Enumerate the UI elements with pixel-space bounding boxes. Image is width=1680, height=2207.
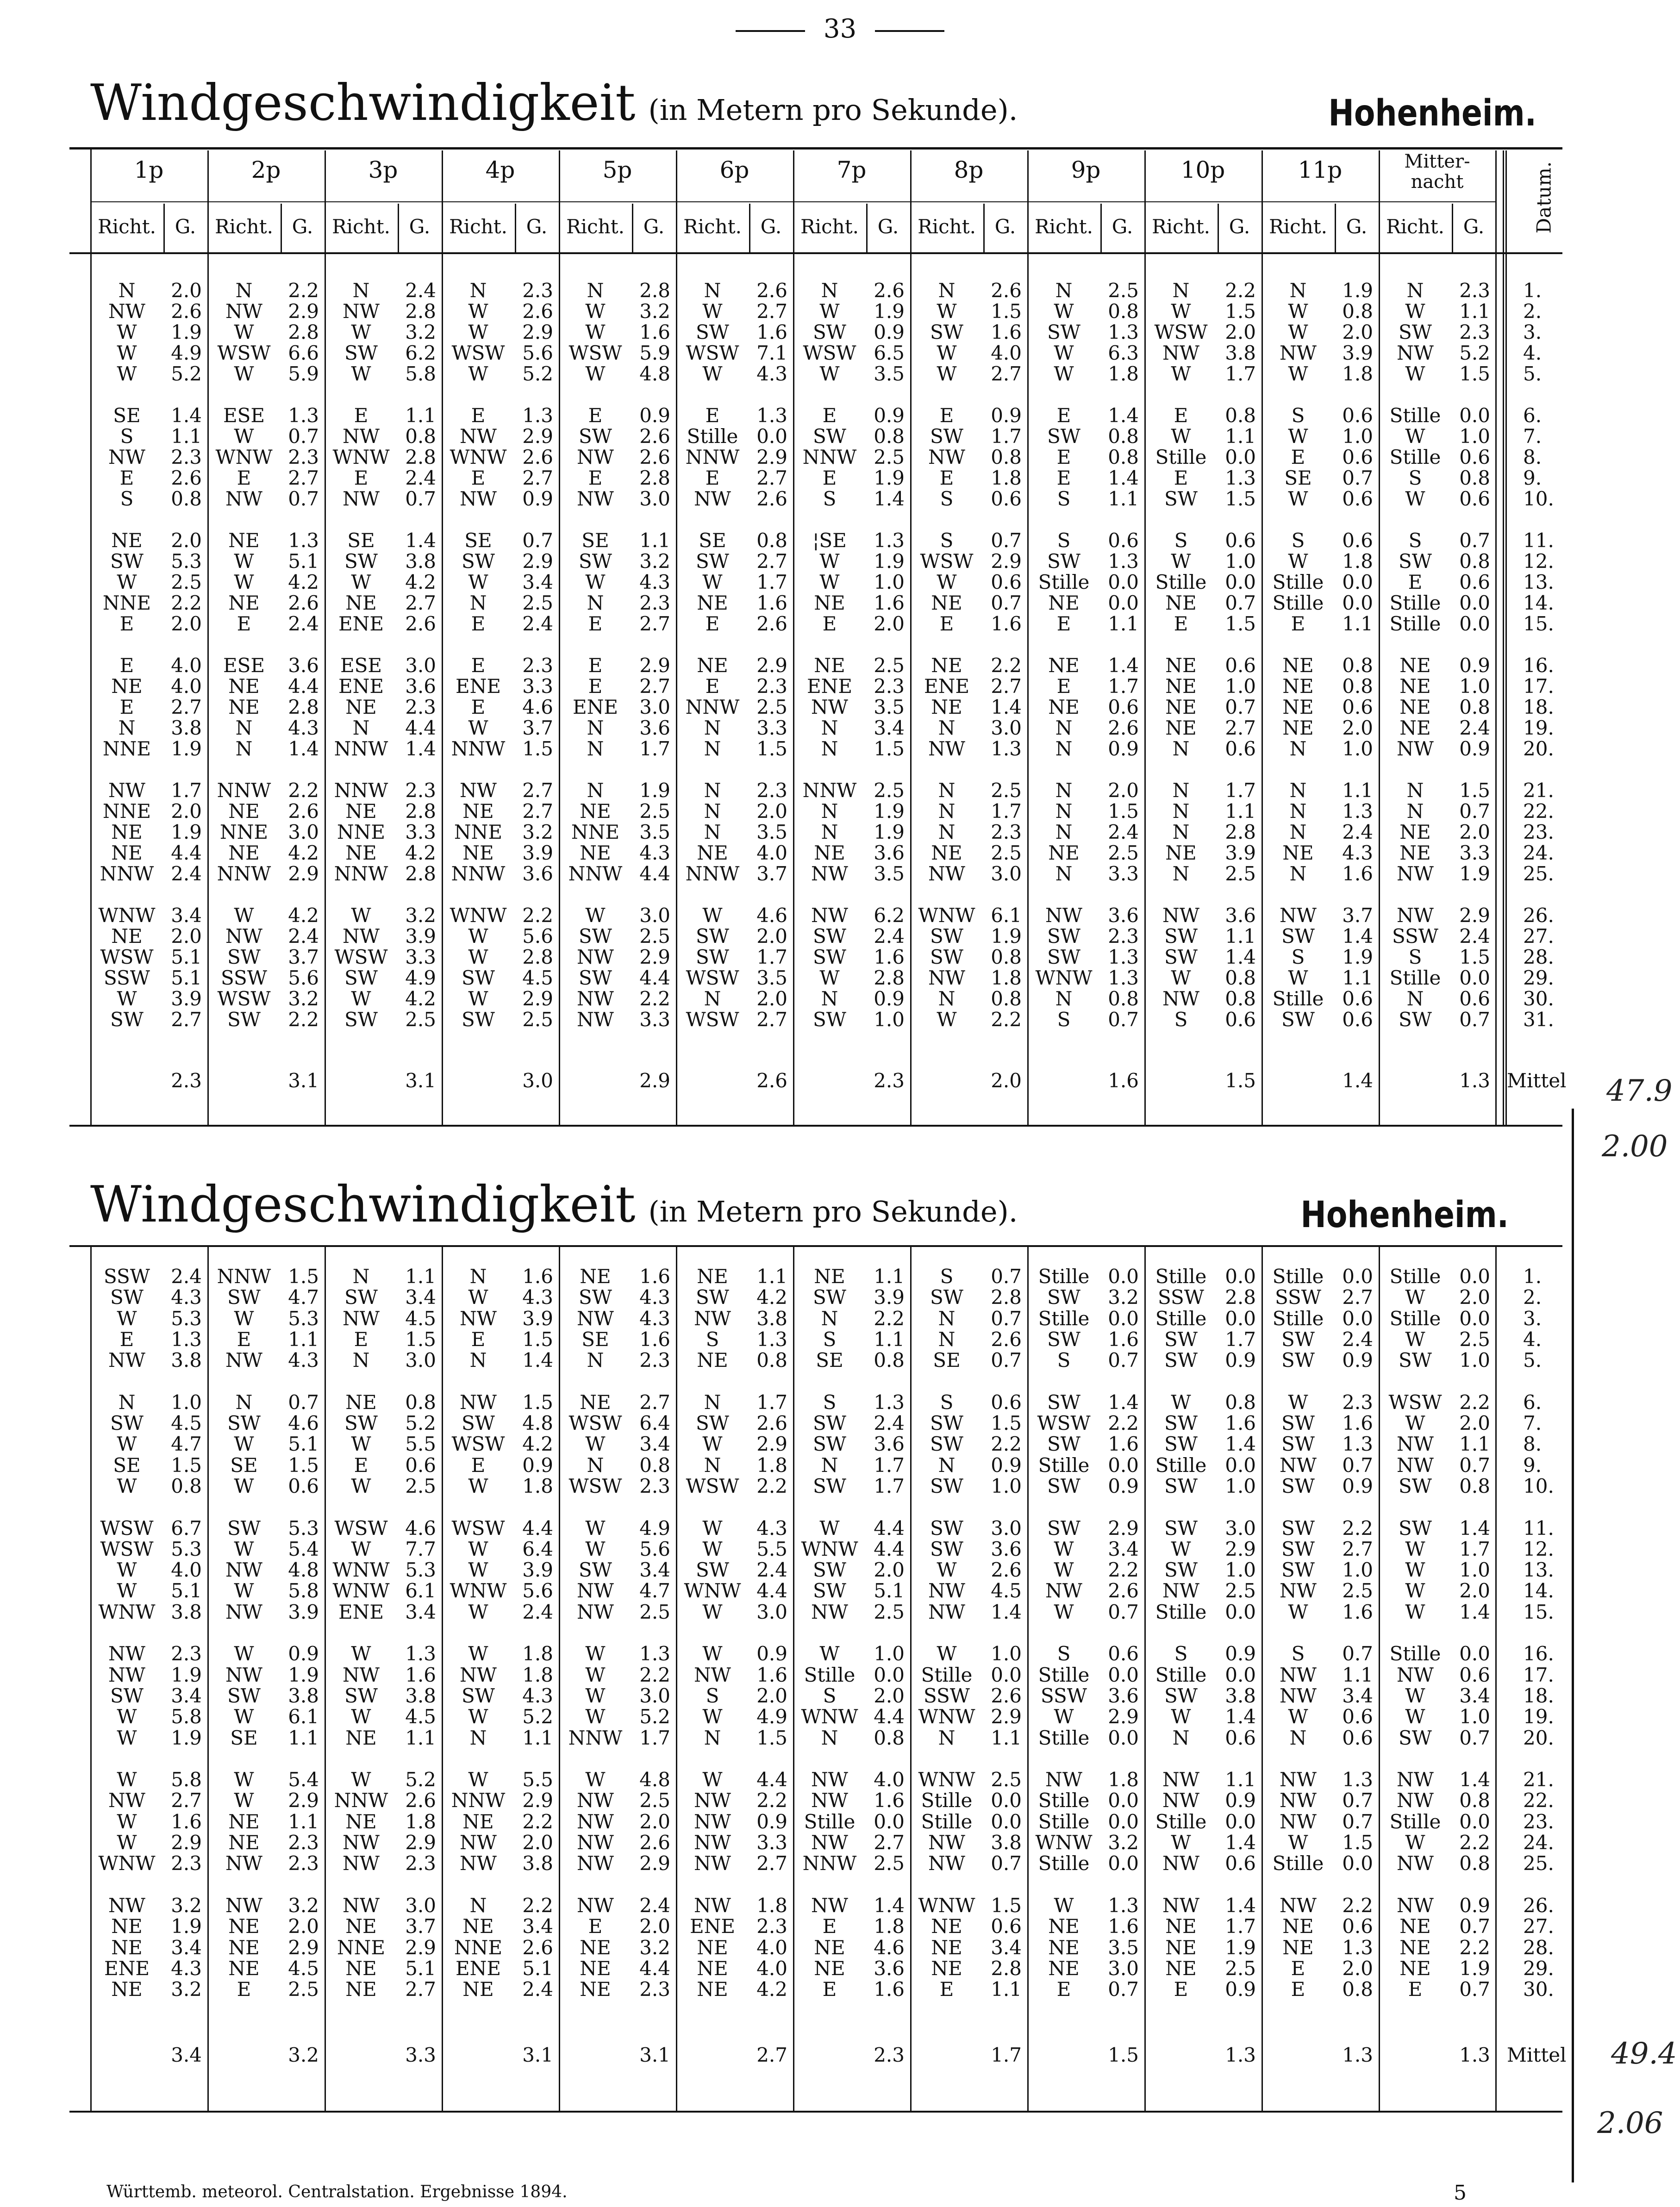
table1-header-rule — [69, 252, 1562, 254]
table1-header-midline — [1262, 201, 1379, 202]
table1-direction-column: N W SW NW W Stille W Stille S W S SW E Stille Stille NE NE NE NE NW N N NE NE NW NW SSW S Stille N SW — [1389, 279, 1441, 1031]
table1-mean-value: 2.0 — [991, 1069, 1022, 1092]
table2-direction-column: S SW N N SE S SW SW N SW SW SW W NW NW W Stille SSW WNW N WNW Stille Stille NW NW WNW NE NE NE E — [918, 1265, 975, 2001]
table2-direction-column: Stille SW Stille SW S SW WSW SW Stille SW SW W W NW W S Stille SSW W Stille NW Stille Stille WNW Stille W NE NE NE E — [1035, 1265, 1093, 2001]
table1-direction-column: N W W NW W S W E SE W S W Stille Stille E NE NE NE NE N N N N NE N NW SW S W Stille SW — [1272, 279, 1324, 1031]
table2-mean-value: 3.3 — [405, 2044, 436, 2066]
table1-mean-value: 3.1 — [288, 1069, 319, 1092]
table2-mean-value: 1.3 — [1342, 2044, 1373, 2066]
table1-mittel-label: Mittel — [1507, 1069, 1567, 1092]
table1-mean-value: 1.5 — [1225, 1069, 1256, 1092]
table1-header-midline — [442, 201, 559, 202]
table1-header-midline — [90, 201, 207, 202]
table2-mean-value: 3.1 — [639, 2044, 670, 2066]
table1-richt-label: Richt. — [1152, 215, 1210, 238]
table1-speed-column: 2.2 2.9 2.8 6.6 5.9 1.3 0.7 2.3 2.7 0.7 1.3 5.1 4.2 2.6 2.4 3.6 4.4 2.8 4.3 1.4 2.2 2.6 3.0 4.2 2.9 4.2 2.4 3.7 5.6 3.2 2.2 — [288, 279, 319, 1031]
table2-column-divider — [207, 1247, 209, 2111]
table2-speed-column: 0.7 2.8 0.7 2.6 0.7 0.6 1.5 2.2 0.9 1.0 3.0 3.6 2.6 4.5 1.4 1.0 0.0 2.6 2.9 1.1 2.5 0.0 0.0 3.8 0.7 1.5 0.6 3.4 2.8 1.1 — [991, 1265, 1022, 2001]
table1-g-label: G. — [760, 215, 782, 238]
table1-column-divider — [207, 254, 209, 1125]
table1-speed-column: 2.6 1.9 0.9 6.5 3.5 0.9 0.8 2.5 1.9 1.4 1.3 1.9 1.0 1.6 2.0 2.5 2.3 3.5 3.4 1.5 2.5 1.9 1.9 3.6 3.5 6.2 2.4 1.6 2.8 0.9 1.0 — [874, 279, 905, 1031]
table1-hour-header: 11p — [1298, 156, 1343, 183]
table2-direction-column: NNW SW W E NW N SW W SE W SW W NW W NW W NW SW W SE W W NE NE NW NW NE NE NE E — [217, 1265, 271, 2001]
table1-header-midline — [559, 201, 676, 202]
table1-header-subdivider — [163, 204, 165, 253]
table1-direction-column: N W SW W W E SW NW E S S WSW W NE E NE ENE NE N NW N N N NE NW WNW SW SW NW N W — [918, 279, 975, 1031]
table1-column-divider — [793, 254, 794, 1125]
table1-direction-column: N W SW W W E SW E E S S SW Stille NE E NE E NE N N N N N NE N NW SW SW WNW N S — [1035, 279, 1093, 1031]
table2-direction-column: N W NW E N NW SW WSW E W WSW W W WNW W W NW SW W N W NNW NE NW NW N NE NNE ENE NE — [450, 1265, 507, 2001]
table2-speed-column: 1.1 4.2 3.8 1.3 0.8 1.7 2.6 2.9 1.8 2.2 4.3 5.5 2.4 4.4 3.0 0.9 1.6 2.0 4.9 1.5 4.4 2.2 0.9 3.3 2.7 1.8 2.3 4.0 4.0 4.2 — [756, 1265, 787, 2001]
table1-mean-value: 2.3 — [874, 1069, 905, 1092]
table1-g-label: G. — [175, 215, 196, 238]
handwritten-note-3: 49.4 — [1611, 2037, 1677, 2071]
table1-hour-header: 4p — [485, 156, 515, 183]
table1-header-subdivider — [632, 204, 633, 253]
table1-mean-value: 3.1 — [405, 1069, 436, 1092]
table1-mean-value: 2.3 — [171, 1069, 202, 1092]
table2-mean-value: 3.2 — [288, 2044, 319, 2066]
table2-speed-column: 2.4 4.3 5.3 1.3 3.8 1.0 4.5 4.7 1.5 0.8 6.7 5.3 4.0 5.1 3.8 2.3 1.9 3.4 5.8 1.9 5.8 2.7 1.6 2.9 2.3 3.2 1.9 3.4 4.3 3.2 — [171, 1265, 202, 2001]
table2-direction-column: SSW SW W E NW N SW W SE W WSW WSW W W WNW NW NW SW W W W NW W W WNW NW NE NE ENE NE — [98, 1265, 156, 2001]
table2-title: Windgeschwindigkeit (in Metern pro Sekunde). — [90, 1176, 1018, 1234]
table2-column-divider — [1495, 1247, 1497, 2111]
table2-speed-column: 1.6 4.3 3.9 1.5 1.4 1.5 4.8 4.2 0.9 1.8 4.4 6.4 3.9 5.6 2.4 1.8 1.8 4.3 5.2 1.1 5.5 2.9 2.2 2.0 3.8 2.2 3.4 2.6 5.1 2.4 — [522, 1265, 553, 2001]
table2-mean-value: 3.4 — [171, 2044, 202, 2066]
table2-direction-column: NE SW NW SE N NE WSW W N WSW W W SW NW NW W W W W NNW W NW NW NW NW NW E NE NE NE — [568, 1265, 623, 2001]
table1-header-subdivider — [1452, 204, 1453, 253]
table1-richt-label: Richt. — [1035, 215, 1093, 238]
table1-bottom-rule — [69, 1125, 1562, 1127]
table1-header-subdivider — [398, 204, 399, 253]
table1-column-divider — [910, 254, 912, 1125]
table1-header-divider — [1503, 150, 1504, 1125]
table1-speed-column: 2.4 2.8 3.2 6.2 5.8 1.1 0.8 2.8 2.4 0.7 1.4 3.8 4.2 2.7 2.6 3.0 3.6 2.3 4.4 1.4 2.3 2.8 3.3 4.2 2.8 3.2 3.9 3.3 4.9 4.2 2.5 — [405, 279, 436, 1031]
table2-column-divider — [1262, 1247, 1263, 2111]
table1-g-label: G. — [1346, 215, 1368, 238]
table2-column-divider — [559, 1247, 560, 2111]
table1-place: Hohenheim. — [1328, 93, 1536, 134]
table2-speed-column: 0.0 3.2 0.0 1.6 0.7 1.4 2.2 1.6 0.0 0.9 2.9 3.4 2.2 2.6 0.7 0.6 0.0 3.6 2.9 0.0 1.8 0.0 0.0 3.2 0.0 1.3 1.6 3.5 3.0 0.7 — [1108, 1265, 1139, 2001]
table1-header-subdivider — [1335, 204, 1336, 253]
table1-header-midline — [1027, 201, 1144, 202]
table1-header-subdivider — [749, 204, 750, 253]
footer-right: 5 — [1454, 2181, 1467, 2205]
table1-hour-header: 2p — [251, 156, 281, 183]
table1-direction-column: N W WSW NW W E W Stille E SW S W Stille NE E NE NE NE NE N N N N NE N NW SW SW W NW S — [1154, 279, 1208, 1031]
table1-mean-value: 2.9 — [639, 1069, 670, 1092]
table1-header-midline — [793, 201, 910, 202]
table1-direction-column: N NW W WSW W ESE W WNW E NW NE W W NE E ESE NE NE N N NNW NE NNE NE NNW W NW SW SSW WSW SW — [215, 279, 273, 1031]
table1-richt-label: Richt. — [332, 215, 390, 238]
table2-speed-column: 1.1 3.9 2.2 1.1 0.8 1.3 2.4 3.6 1.7 1.7 4.4 4.4 2.0 5.1 2.5 1.0 0.0 2.0 4.4 0.8 4.0 1.6 0.0 2.7 2.5 1.4 1.8 4.6 3.6 1.6 — [874, 1265, 905, 2001]
table2-direction-column: NE SW N S SE S SW SW N SW W WNW SW SW NW W Stille S WNW N NW NW Stille NW NNW NW E NE NE E — [801, 1265, 858, 2001]
table2-direction-column: N SW NW E N NE SW W E W WSW W WNW WNW ENE W NW SW W NE W NNW NE NW NW NW NE NNE NE NE — [332, 1265, 390, 2001]
table2-column-divider — [910, 1247, 912, 2111]
table1-header-midline — [910, 201, 1027, 202]
table1-header-divider — [1495, 150, 1497, 253]
table1-datum-label: Datum. — [1532, 161, 1555, 234]
table2-place: Hohenheim. — [1300, 1194, 1509, 1236]
table1-hour-header: 9p — [1071, 156, 1101, 183]
table1-richt-label: Richt. — [566, 215, 625, 238]
table1-speed-column: 1.9 0.8 2.0 3.9 1.8 0.6 1.0 0.6 0.7 0.6 0.6 1.8 0.0 0.0 1.1 0.8 0.8 0.6 2.0 1.0 1.1 1.3 2.4 4.3 1.6 3.7 1.4 1.9 1.1 0.6 0.6 — [1342, 279, 1373, 1031]
table1-header-midline — [1144, 201, 1262, 202]
table1-direction-column: N W SW WSW W E SW NNW E S ¦SE W W NE E NE ENE NW N N NNW N N NE NW NW SW SW W N SW — [802, 279, 857, 1031]
table2-column-divider — [793, 1247, 794, 2111]
table2-column-divider — [1379, 1247, 1380, 2111]
table1-direction-column: N W SW WSW W E Stille NNW E NW SE SW W NE E NE E NNW N N N N N NE NNW W SW SW WSW N WSW — [685, 279, 740, 1031]
table1-richt-label: Richt. — [918, 215, 976, 238]
table1-richt-label: Richt. — [800, 215, 859, 238]
table1-mean-value: 1.3 — [1459, 1069, 1490, 1092]
table2-mean-value: 2.7 — [756, 2044, 787, 2066]
table1-header-subdivider — [866, 204, 868, 253]
page-number: 33 — [0, 14, 1680, 44]
table1-column-divider — [442, 254, 443, 1125]
footer-left: Württemb. meteorol. Centralstation. Ergebnisse 1894. — [106, 2182, 568, 2201]
table1-richt-label: Richt. — [1386, 215, 1444, 238]
table1-column-divider — [1262, 254, 1263, 1125]
table1-column-divider — [1495, 254, 1497, 1125]
table2-speed-column: 1.6 4.3 4.3 1.6 2.3 2.7 6.4 3.4 0.8 2.3 4.9 5.6 3.4 4.7 2.5 1.3 2.2 3.0 5.2 1.7 4.8 2.5 2.0 2.6 2.9 2.4 2.0 3.2 4.4 2.3 — [639, 1265, 670, 2001]
table2-direction-column: Stille SSW Stille SW SW W SW SW Stille SW SW W SW NW Stille S Stille SW W N NW NW Stille W NW NW NE NE NE E — [1155, 1265, 1207, 2001]
table1-header-subdivider — [983, 204, 985, 253]
table1-mean-value: 1.6 — [1108, 1069, 1139, 1092]
table2-speed-column: 0.0 2.8 0.0 1.7 0.9 0.8 1.6 1.4 0.0 1.0 3.0 2.9 1.0 2.5 0.0 0.9 0.0 3.8 1.4 0.6 1.1 0.9 0.0 1.4 0.6 1.4 1.7 1.9 2.5 0.9 — [1225, 1265, 1256, 2001]
table1-g-label: G. — [1112, 215, 1133, 238]
handwritten-note-4: 2.06 — [1597, 2106, 1663, 2140]
table1-title: Windgeschwindigkeit (in Metern pro Sekunde). — [90, 74, 1018, 132]
table1-day-column: 1. 2. 3. 4. 5. 6. 7. 8. 9. 10. 11. 12. 13. 14. 15. 16. 17. 18. 19. 20. 21. 22. 23. 24. 25. 26. 27. 28. 29. 30. 31. — [1523, 279, 1554, 1031]
table2-mean-value: 1.3 — [1225, 2044, 1256, 2066]
table1-mean-value: 2.6 — [756, 1069, 787, 1092]
table1-header-divider — [1505, 150, 1507, 1125]
table2-speed-column: 1.1 3.4 4.5 1.5 3.0 0.8 5.2 5.5 0.6 2.5 4.6 7.7 5.3 6.1 3.4 1.3 1.6 3.8 4.5 1.1 5.2 2.6 1.8 2.9 2.3 3.0 3.7 2.9 5.1 2.7 — [405, 1265, 436, 2001]
table2-mean-value: 2.3 — [874, 2044, 905, 2066]
table1-header-midline — [676, 201, 793, 202]
table2-column-divider — [676, 1247, 677, 2111]
table1-hour-header: 10p — [1180, 156, 1225, 183]
table1-g-label: G. — [877, 215, 899, 238]
table1-header-subdivider — [1100, 204, 1102, 253]
table1-hour-header: 1p — [134, 156, 164, 183]
table1-speed-column: 2.8 3.2 1.6 5.9 4.8 0.9 2.6 2.6 2.8 3.0 1.1 3.2 4.3 2.3 2.7 2.9 2.7 3.0 3.6 1.7 1.9 2.5 3.5 4.3 4.4 3.0 2.5 2.9 4.4 2.2 3.3 — [639, 279, 670, 1031]
table1-column-divider — [1379, 254, 1380, 1125]
table2-mittel-label: Mittel — [1507, 2044, 1567, 2066]
table1-speed-column: 2.0 2.6 1.9 4.9 5.2 1.4 1.1 2.3 2.6 0.8 2.0 5.3 2.5 2.2 2.0 4.0 4.0 2.7 3.8 1.9 1.7 2.0 1.9 4.4 2.4 3.4 2.0 5.1 5.1 3.9 2.7 — [171, 279, 202, 1031]
table1-direction-column: N W W WSW W E NW WNW E NW SE SW W N E E ENE E W NNW NW NE NNE NE NNW WNW W W SW W SW — [450, 279, 507, 1031]
table1-direction-column: N NW W SW W E NW WNW E NW SE SW W NE ENE ESE ENE NE N NNW NNW NE NNE NE NNW W NW WSW SW W SW — [332, 279, 390, 1031]
table2-column-divider — [442, 1247, 443, 2111]
table2-mean-value: 1.5 — [1108, 2044, 1139, 2066]
table1-header-subdivider — [1218, 204, 1219, 253]
table1-speed-column: 2.3 2.6 2.9 5.6 5.2 1.3 2.9 2.6 2.7 0.9 0.7 2.9 3.4 2.5 2.4 2.3 3.3 4.6 3.7 1.5 2.7 2.7 3.2 3.9 3.6 2.2 5.6 2.8 4.5 2.9 2.5 — [522, 279, 553, 1031]
table1-header-midline — [325, 201, 442, 202]
table1-column-divider — [1027, 254, 1029, 1125]
table1-speed-column: 2.2 1.5 2.0 3.8 1.7 0.8 1.1 0.0 1.3 1.5 0.6 1.0 0.0 0.7 1.5 0.6 1.0 0.7 2.7 0.6 1.7 1.1 2.8 3.9 2.5 3.6 1.1 1.4 0.8 0.8 0.6 — [1225, 279, 1256, 1031]
table1-column-divider — [325, 254, 326, 1125]
table1-mean-value: 1.4 — [1342, 1069, 1373, 1092]
table1-hour-header: Mitter- nacht — [1404, 151, 1470, 193]
table1-richt-label: Richt. — [449, 215, 507, 238]
handwritten-note-1: 47.9 — [1606, 1074, 1673, 1108]
table1-richt-label: Richt. — [683, 215, 742, 238]
table2-speed-column: 0.0 2.0 0.0 2.5 1.0 2.2 2.0 1.1 0.7 0.8 1.4 1.7 1.0 2.0 1.4 0.0 0.6 3.4 1.0 0.7 1.4 0.8 0.0 2.2 0.8 0.9 0.7 2.2 1.9 0.7 — [1459, 1265, 1490, 2001]
table2-day-column: 1. 2. 3. 4. 5. 6. 7. 8. 9. 10. 11. 12. 13. 14. 15. 16. 17. 18. 19. 20. 21. 22. 23. 24. 25. 26. 27. 28. 29. 30. — [1523, 1265, 1554, 2001]
table2-mean-value: 3.1 — [522, 2044, 553, 2066]
table2-column-divider — [1144, 1247, 1146, 2111]
table2-column-divider — [90, 1247, 92, 2111]
table1-g-label: G. — [994, 215, 1016, 238]
handwritten-note-2: 2.00 — [1602, 1129, 1668, 1164]
table1-header-midline — [1379, 201, 1496, 202]
table1-g-label: G. — [643, 215, 665, 238]
table1-left-border — [90, 150, 92, 1125]
table2-speed-column: 0.0 2.7 0.0 2.4 0.9 2.3 1.6 1.3 0.7 0.9 2.2 2.7 1.0 2.5 1.6 0.7 1.1 3.4 0.6 0.6 1.3 0.7 0.7 1.5 0.0 2.2 0.6 1.3 2.0 0.8 — [1342, 1265, 1373, 2001]
table1-hour-header: 3p — [368, 156, 398, 183]
table1-mean-value: 3.0 — [522, 1069, 553, 1092]
table1-column-divider — [1144, 254, 1146, 1125]
table2-bottom-rule — [69, 2111, 1562, 2113]
table2-direction-column: NE SW NW S NE N SW W N WSW W W SW WNW W W NW S W N W NW NW NW NW NW ENE NE NE NE — [684, 1265, 741, 2001]
table1-hour-header: 6p — [719, 156, 749, 183]
table1-header-subdivider — [515, 204, 516, 253]
table1-g-label: G. — [409, 215, 431, 238]
table2-mean-value: 1.7 — [991, 2044, 1022, 2066]
table2-speed-column: 1.5 4.7 5.3 1.1 4.3 0.7 4.6 5.1 1.5 0.6 5.3 5.4 4.8 5.8 3.9 0.9 1.9 3.8 6.1 1.1 5.4 2.9 1.1 2.3 2.3 3.2 2.0 2.9 4.5 2.5 — [288, 1265, 319, 2001]
table1-speed-column: 2.6 1.5 1.6 4.0 2.7 0.9 1.7 0.8 1.8 0.6 0.7 2.9 0.6 0.7 1.6 2.2 2.7 1.4 3.0 1.3 2.5 1.7 2.3 2.5 3.0 6.1 1.9 0.8 1.8 0.8 2.2 — [991, 279, 1022, 1031]
table2-column-divider — [1027, 1247, 1029, 2111]
table1-header-midline — [207, 201, 325, 202]
table2-mean-value: 1.3 — [1459, 2044, 1490, 2066]
table1-g-label: G. — [1463, 215, 1485, 238]
table1-speed-column: 2.3 1.1 2.3 5.2 1.5 0.0 1.0 0.6 0.8 0.6 0.7 0.8 0.6 0.0 0.0 0.9 1.0 0.8 2.4 0.9 1.5 0.7 2.0 3.3 1.9 2.9 2.4 1.5 0.0 0.6 0.7 — [1459, 279, 1490, 1031]
table1-hour-header: 5p — [602, 156, 632, 183]
table1-g-label: G. — [526, 215, 548, 238]
table1-direction-column: N NW W W W SE S NW E S NE SW W NNE E E NE E N NNE NW NNE NE NE NNW WNW NE WSW SSW W SW — [98, 279, 156, 1031]
table1-header-subdivider — [281, 204, 282, 253]
table1-speed-column: 2.5 0.8 1.3 6.3 1.8 1.4 0.8 0.8 1.4 1.1 0.6 1.3 0.0 0.0 1.1 1.4 1.7 0.6 2.6 0.9 2.0 1.5 2.4 2.5 3.3 3.6 2.3 1.3 1.3 0.8 0.7 — [1108, 279, 1139, 1031]
table1-richt-label: Richt. — [98, 215, 156, 238]
table2-direction-column: Stille W Stille W SW WSW W NW NW SW SW W W W W Stille NW W W SW NW NW Stille W NW NW NE NE NE E — [1388, 1265, 1442, 2001]
table1-g-label: G. — [1229, 215, 1250, 238]
table1-g-label: G. — [292, 215, 313, 238]
table1-column-divider — [676, 254, 677, 1125]
table1-hour-header: 8p — [954, 156, 984, 183]
table1-top-rule — [69, 147, 1562, 150]
table1-richt-label: Richt. — [215, 215, 273, 238]
table1-direction-column: N W W WSW W E SW NW E NW SE SW W N E E E ENE N N N NE NNE NE NNW W SW NW SW NW NW — [568, 279, 623, 1031]
table1-speed-column: 2.6 2.7 1.6 7.1 4.3 1.3 0.0 2.9 2.7 2.6 0.8 2.7 1.7 1.6 2.6 2.9 2.3 2.5 3.3 1.5 2.3 2.0 3.5 4.0 3.7 4.6 2.0 1.7 3.5 2.0 2.7 — [756, 279, 787, 1031]
table2-column-divider — [325, 1247, 326, 2111]
table1-richt-label: Richt. — [1269, 215, 1327, 238]
table2-top-rule — [69, 1245, 1562, 1247]
table1-column-divider — [559, 254, 560, 1125]
table1-hour-header: 7p — [837, 156, 867, 183]
table2-direction-column: Stille SSW Stille SW SW W SW SW NW SW SW SW SW NW W S NW NW W N NW NW NW W Stille NW NE NE E E — [1272, 1265, 1324, 2001]
